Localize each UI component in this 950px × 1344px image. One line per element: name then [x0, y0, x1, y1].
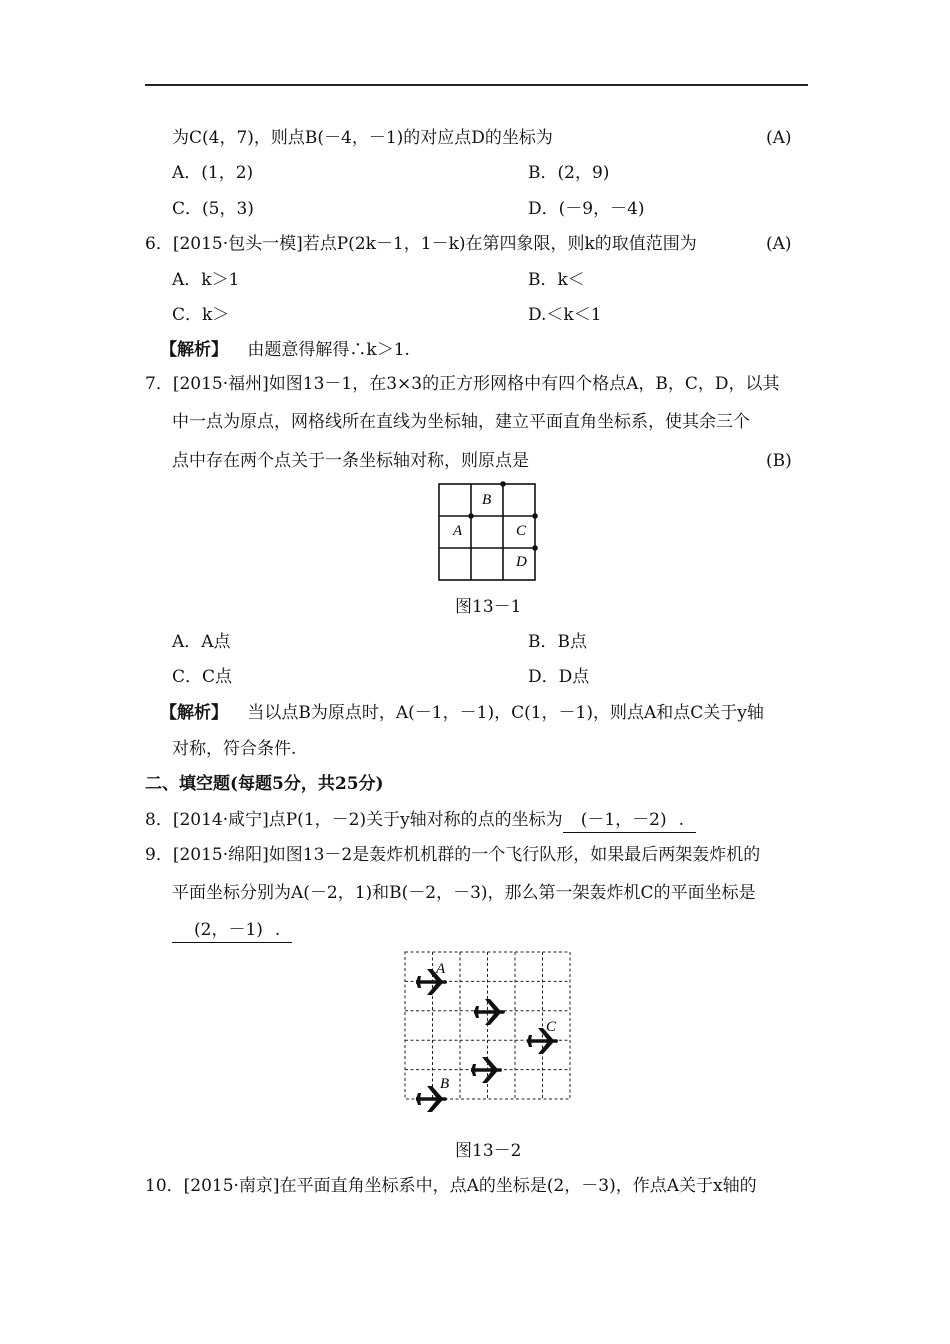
q6-stem: 6．[2015·包头一模]若点P(2k－1，1－k)在第四象限，则k的取值范围为 — [145, 234, 697, 254]
header-rule — [145, 84, 808, 86]
q6-option-c: C．k＞ — [172, 305, 230, 325]
q5-option-b: B．(2，9) — [528, 163, 610, 183]
q5-answer: (A) — [766, 128, 792, 148]
q7-stem-line2: 中一点为原点，网格线所在直线为坐标轴，建立平面直角坐标系，使其余三个 — [172, 412, 750, 432]
q6-analysis — [160, 338, 410, 362]
q6-option-a: A．k＞1 — [172, 270, 240, 290]
q7-option-d: D．D点 — [528, 667, 590, 687]
plane-label-b: B — [440, 1076, 450, 1092]
q9-stem-line1: 9．[2015·绵阳]如图13－2是轰炸机机群的一个飞行队形，如果最后两架轰炸机的 — [145, 845, 761, 865]
q9-answer: (2，－1) — [194, 920, 263, 940]
q5-option-d: D．(－9，－4) — [528, 199, 645, 219]
section-2-heading: 二、填空题(每题5分，共25分) — [145, 774, 384, 794]
q8-line — [145, 808, 696, 833]
q6-answer: (A) — [766, 234, 792, 254]
plane-label-a: A — [436, 961, 446, 977]
figure-13-2-caption: 图13－2 — [455, 1141, 522, 1161]
grid-point-a — [468, 513, 474, 519]
grid-point-b — [500, 481, 506, 487]
figure-13-2-formation — [404, 951, 572, 1103]
q5-option-a: A．(1，2) — [172, 163, 254, 183]
q6-analysis-label: 【解析】 — [160, 340, 228, 360]
q7-analysis-text: 当以点B为原点时，A(－1，－1)，C(1，－1)，则点A和点C关于y轴 — [247, 703, 764, 723]
q8-answer-blank: (－1，－2) . — [563, 808, 696, 833]
figure-13-1-caption: 图13－1 — [455, 597, 522, 617]
q5-stem: 为C(4，7)，则点B(－4，－1)的对应点D的坐标为 — [172, 128, 553, 148]
q7-option-b: B．B点 — [528, 632, 587, 652]
grid-label-a: A — [453, 523, 463, 539]
plane-label-c: C — [546, 1019, 557, 1035]
q9-stem-line2: 平面坐标分别为A(－2，1)和B(－2，－3)，那么第一架轰炸机C的平面坐标是 — [172, 883, 756, 903]
grid-label-d: D — [516, 554, 527, 570]
airplane-icon — [474, 999, 505, 1025]
q7-analysis-label: 【解析】 — [160, 703, 228, 723]
q10-stem-line1: 10．[2015·南京]在平面直角坐标系中，点A的坐标是(2，－3)，作点A关于x轴的 — [145, 1176, 757, 1196]
q7-option-c: C．C点 — [172, 667, 233, 687]
q6-option-b: B．k＜ — [528, 270, 585, 290]
q6-analysis-text: 由题意得解得∴k＞1. — [247, 340, 410, 360]
grid-label-b: B — [482, 492, 492, 508]
q5-option-c: C．(5，3) — [172, 199, 254, 219]
airplane-icon — [471, 1057, 502, 1083]
q7-analysis-line1 — [160, 701, 764, 725]
grid-label-c: C — [516, 523, 527, 539]
grid-point-c — [532, 513, 538, 519]
q7-option-a: A．A点 — [172, 632, 231, 652]
q7-answer: (B) — [766, 451, 792, 471]
q7-analysis-line2: 对称，符合条件. — [172, 739, 297, 759]
figure-13-1-grid — [438, 483, 538, 583]
q8-answer: (－1，－2) — [580, 810, 667, 830]
q7-stem-line3: 点中存在两个点关于一条坐标轴对称，则原点是 — [172, 451, 529, 471]
q9-answer-blank: (2，－1) . — [172, 918, 292, 943]
q6-option-d: D.＜k＜1 — [528, 305, 602, 325]
grid-point-d — [532, 545, 538, 551]
q7-stem-line1: 7．[2015·福州]如图13－1，在3×3的正方形网格中有四个格点A，B，C，D，以其 — [145, 374, 780, 394]
q8-stem: 8．[2014·咸宁]点P(1，－2)关于y轴对称的点的坐标为 — [145, 810, 563, 830]
